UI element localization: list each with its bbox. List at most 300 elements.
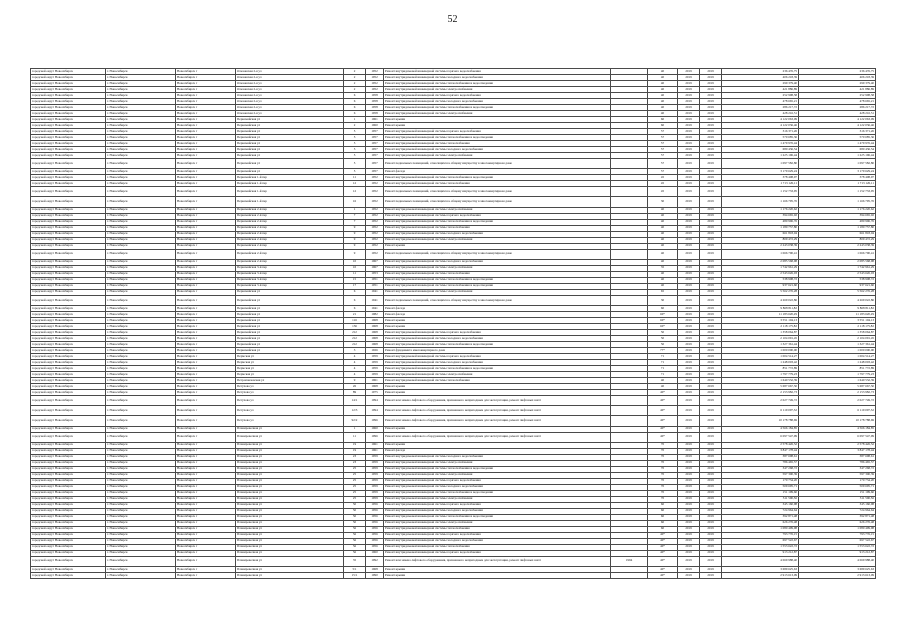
cell-district: Новосибирск г [176,466,236,472]
cell-city: г. Новосибирск [106,153,176,159]
cell-wear-percent: 40 [648,277,678,283]
cell-house-number: 5 [344,169,366,175]
cell-city: г. Новосибирск [106,249,176,259]
cell-extra: 1994 [611,556,648,566]
cell-work-type: Ремонт внутридомовой инженерной системы горячего водоснабжения [384,532,611,538]
cell-district: Новосибирск г [176,277,236,283]
cell-district: Новосибирск г [176,259,236,265]
cell-end-year: 2019 [700,243,722,249]
cell-cost: 1 166 795,76 [722,197,799,207]
cell-street: Планировочная ул [236,566,344,572]
cell-build-year: 1959 [366,484,384,490]
cell-cost: 2 027 749,72 [722,395,799,405]
cell-build-year: 1958 [366,111,384,117]
cell-end-year: 2019 [700,159,722,169]
cell-build-year: 1956 [366,502,384,508]
cell-city: г. Новосибирск [106,237,176,243]
cell-street: Петропавловская ул [236,377,344,383]
cell-city: г. Новосибирск [106,219,176,225]
cell-end-year: 2019 [700,271,722,277]
cell-total: 4 269 022,86 [799,295,876,305]
cell-start-year: 2019 [678,426,700,432]
cell-street: Планировочная ул [236,442,344,448]
cell-wear-percent: 70 [648,466,678,472]
cell-total: 151 199,60 [799,490,876,496]
cell-city: г. Новосибирск [106,460,176,466]
cell-wear-percent: 57 [648,129,678,135]
cell-street: Планировочная ул [236,556,344,566]
cell-build-year: 1959 [366,478,384,484]
cell-cost: 809 472,29 [722,237,799,243]
cell-street: Первомайская 2-й пер [236,207,344,213]
cell-end-year: 2019 [700,225,722,231]
cell-start-year: 2019 [678,460,700,466]
cell-extra [611,416,648,426]
cell-wear-percent: 57 [648,135,678,141]
cell-wear-percent: 40 [648,237,678,243]
cell-cost: 311 590,56 [722,496,799,502]
cell-end-year: 2019 [700,556,722,566]
cell-house-number: 21 [344,311,366,317]
cell-total: 4 566 184,85 [799,426,876,432]
cell-city: г. Новосибирск [106,341,176,347]
cell-work-type: Ремонт внутридомовой инженерной системы горячего водоснабжения [384,213,611,219]
cell-cost: 724 964,64 [722,508,799,514]
cell-total: 1 176 220,62 [799,207,876,213]
cell-district: Новосибирск г [176,496,236,502]
cell-start-year: 2019 [678,213,700,219]
cell-street: Ольховская 2-я ул [236,69,344,75]
cell-wear-percent: 50 [648,335,678,341]
cell-work-type: Ремонт крыши [384,323,611,329]
cell-total: 170 734,20 [799,478,876,484]
cell-street: Планировочная ул [236,514,344,520]
cell-total: 11 183 620,29 [799,311,876,317]
cell-house-number: 50 [344,502,366,508]
cell-build-year: 1968 [366,335,384,341]
cell-city: г. Новосибирск [106,213,176,219]
cell-district: Новосибирск г [176,213,236,219]
cell-total: 1 248 003,42 [799,359,876,365]
cell-start-year: 2019 [678,135,700,141]
cell-build-year: 1952 [366,69,384,75]
cell-total: 680 436,54 [799,147,876,153]
cell-wear-percent: 60 [648,305,678,311]
cell-work-type: Ремонт внутридомовой инженерной системы горячего водоснабжения [384,478,611,484]
cell-end-year: 2019 [700,93,722,99]
cell-district: Новосибирск г [176,225,236,231]
cell-end-year: 2019 [700,472,722,478]
cell-district: Новосибирск г [176,526,236,532]
cell-okrug: городской округ Новосибирск [31,169,106,175]
cell-okrug: городской округ Новосибирск [31,514,106,520]
cell-wear-percent: 45 [648,181,678,187]
cell-start-year: 2019 [678,277,700,283]
cell-city: г. Новосибирск [106,141,176,147]
cell-city: г. Новосибирск [106,432,176,442]
cell-district: Новосибирск г [176,265,236,271]
cell-wear-percent: 70 [648,454,678,460]
cell-start-year: 2019 [678,526,700,532]
table-row [31,295,876,305]
cell-start-year: 2019 [678,520,700,526]
cell-street: Первомайская 1-й пер [236,197,344,207]
cell-start-year: 2019 [678,566,700,572]
cell-start-year: 2019 [678,187,700,197]
cell-district: Новосибирск г [176,383,236,389]
cell-house-number: 2 [344,75,366,81]
cell-wear-percent: 35 [648,265,678,271]
cell-district: Новосибирск г [176,197,236,207]
cell-district: Новосибирск г [176,317,236,323]
cell-cost: 299 379,40 [722,81,799,87]
cell-street: Ольховская 2-я ул [236,75,344,81]
cell-build-year: 1959 [366,371,384,377]
cell-end-year: 2019 [700,389,722,395]
cell-okrug: городской округ Новосибирск [31,335,106,341]
cell-cost: 1 080 499,98 [722,526,799,532]
cell-end-year: 2019 [700,484,722,490]
cell-start-year: 2019 [678,99,700,105]
cell-end-year: 2019 [700,289,722,295]
cell-build-year: 1994 [366,406,384,416]
cell-cost: 286 217,72 [722,105,799,111]
cell-work-type: Ремонт внутридомовой инженерной системы электроснабжения [384,460,611,466]
cell-city: г. Новосибирск [106,123,176,129]
cell-okrug: городской округ Новосибирск [31,311,106,317]
cell-okrug: городской округ Новосибирск [31,207,106,213]
cell-build-year: 1957 [366,147,384,153]
cell-okrug: городской округ Новосибирск [31,323,106,329]
cell-end-year: 2019 [700,572,722,578]
cell-house-number: 5 [344,159,366,169]
cell-wear-percent: 40 [648,377,678,383]
cell-end-year: 2019 [700,341,722,347]
cell-district: Новосибирск г [176,243,236,249]
cell-street: Планировочная ул [236,472,344,478]
cell-cost: 3 847 178,44 [722,448,799,454]
cell-work-type: Ремонт внутридомовой инженерной системы теплоснабжения [384,377,611,383]
table-row [31,249,876,259]
cell-build-year: 1958 [366,105,384,111]
cell-street: Первомайская ул [236,295,344,305]
cell-street: Первомайская ул [236,141,344,147]
cell-city: г. Новосибирск [106,271,176,277]
cell-end-year: 2019 [700,490,722,496]
cell-build-year: 1952 [366,237,384,243]
cell-total: 394 665,02 [799,213,876,219]
cell-work-type: Ремонт внутридомовой инженерной системы теплоснабжения и водоотведения [384,175,611,181]
cell-okrug: городской округ Новосибирск [31,538,106,544]
cell-house-number: 12/3 [344,406,366,416]
cell-district: Новосибирск г [176,371,236,377]
cell-cost: 252 998,58 [722,93,799,99]
cell-street: Первомайская ул [236,169,344,175]
cell-cost: 786 465,57 [722,460,799,466]
cell-build-year: 1952 [366,213,384,219]
cell-city: г. Новосибирск [106,508,176,514]
cell-cost: 6 097 547,99 [722,432,799,442]
cell-start-year: 2019 [678,556,700,566]
cell-cost: 478 665,21 [722,99,799,105]
cell-start-year: 2019 [678,496,700,502]
cell-wear-percent: 60 [648,526,678,532]
cell-house-number: 14/1 [344,395,366,405]
cell-district: Новосибирск г [176,426,236,432]
cell-okrug: городской округ Новосибирск [31,448,106,454]
cell-start-year: 2019 [678,365,700,371]
cell-okrug: городской округ Новосибирск [31,75,106,81]
cell-wear-percent: 40* [648,550,678,556]
cell-work-type: Ремонт внутридомовой инженерной системы теплоснабжения [384,181,611,187]
cell-work-type: Ремонт внутридомовой инженерной системы холодного водоснабжения [384,484,611,490]
cell-district: Новосибирск г [176,556,236,566]
cell-district: Новосибирск г [176,550,236,556]
table-row [31,406,876,416]
cell-okrug: городской округ Новосибирск [31,231,106,237]
cell-city: г. Новосибирск [106,538,176,544]
cell-total: 3 551 104,13 [799,317,876,323]
cell-end-year: 2019 [700,135,722,141]
cell-city: г. Новосибирск [106,87,176,93]
cell-build-year: 1957 [366,141,384,147]
cell-total: 387 698,61 [799,454,876,460]
cell-house-number: 12 [344,187,366,197]
cell-house-number: 19 [344,448,366,454]
cell-extra [611,187,648,197]
cell-cost: 4 566 184,85 [722,426,799,432]
cell-city: г. Новосибирск [106,395,176,405]
cell-wear-percent: 57 [648,141,678,147]
cell-end-year: 2019 [700,442,722,448]
cell-district: Новосибирск г [176,93,236,99]
cell-wear-percent: 40* [648,572,678,578]
cell-wear-percent: 40 [648,93,678,99]
cell-total: 345 160,98 [799,502,876,508]
cell-house-number: 212 [344,335,366,341]
cell-house-number: 7 [344,213,366,219]
cell-total: 421 886,89 [799,87,876,93]
cell-end-year: 2019 [700,377,722,383]
cell-cost: 913 212,87 [722,550,799,556]
cell-start-year: 2019 [678,123,700,129]
cell-build-year: 1951 [366,277,384,283]
cell-city: г. Новосибирск [106,147,176,153]
cell-okrug: городской округ Новосибирск [31,466,106,472]
cell-okrug: городской округ Новосибирск [31,123,106,129]
cell-build-year: 1952 [366,219,384,225]
cell-wear-percent: 40* [648,532,678,538]
cell-district: Новосибирск г [176,75,236,81]
cell-start-year: 2019 [678,159,700,169]
cell-okrug: городской округ Новосибирск [31,389,106,395]
cell-house-number: 25 [344,484,366,490]
cell-district: Новосибирск г [176,572,236,578]
cell-street: Планировочная ул [236,490,344,496]
cell-house-number: 9 [344,231,366,237]
cell-district: Новосибирск г [176,249,236,259]
cell-okrug: городской округ Новосибирск [31,556,106,566]
cell-cost: 1 000 000,00 [722,347,799,353]
cell-total: 538 908,72 [799,277,876,283]
cell-start-year: 2019 [678,389,700,395]
cell-build-year: 1959 [366,490,384,496]
cell-wear-percent: 40 [648,81,678,87]
cell-house-number: 15/1 [344,572,366,578]
cell-work-type: Ремонт внутридомовой инженерной системы теплоснабжения и водоотведения [384,490,611,496]
cell-wear-percent: 40* [648,395,678,405]
cell-house-number: 25 [344,472,366,478]
table-row [31,159,876,169]
cell-house-number: 11 [344,175,366,181]
cell-build-year: 1967 [366,259,384,265]
cell-total: 1 004 514,27 [799,353,876,359]
cell-wear-percent: 30 [648,197,678,207]
cell-total: 347 268,72 [799,466,876,472]
cell-district: Новосибирск г [176,335,236,341]
cell-okrug: городской округ Новосибирск [31,69,106,75]
cell-house-number: 9 [344,249,366,259]
cell-end-year: 2019 [700,365,722,371]
cell-wear-percent: 40* [648,406,678,416]
cell-build-year: 1952 [366,75,384,81]
cell-okrug: городской округ Новосибирск [31,317,106,323]
cell-house-number: 26 [344,383,366,389]
cell-house-number: 2 [344,69,366,75]
cell-wear-percent: 40 [648,243,678,249]
cell-work-type: Ремонт или замена лифтового оборудования, признанного непригодным для эксплуатации, ремонт лифтовых шахт [384,556,611,566]
cell-start-year: 2019 [678,472,700,478]
cell-house-number: 25 [344,496,366,502]
cell-start-year: 2019 [678,538,700,544]
cell-street: Первомайская ул [236,335,344,341]
cell-street: Планировочная ул [236,460,344,466]
cell-district: Новосибирск г [176,135,236,141]
cell-cost: 937 621,60 [722,283,799,289]
cell-work-type: Ремонт внутридомовой инженерной системы горячего водоснабжения [384,93,611,99]
cell-end-year: 2019 [700,123,722,129]
cell-street: Первомайская ул [236,129,344,135]
cell-work-type: Ремонт внутридомовой инженерной системы теплоснабжения и водоотведения [384,277,611,283]
cell-build-year: 1959 [366,460,384,466]
cell-build-year: 1957 [366,135,384,141]
cell-street: Планировочная ул [236,526,344,532]
cell-district: Новосибирск г [176,389,236,395]
cell-wear-percent: 70 [648,448,678,454]
cell-wear-percent: 70 [648,472,678,478]
cell-total: 1 166 795,76 [799,197,876,207]
cell-end-year: 2019 [700,432,722,442]
cell-city: г. Новосибирск [106,377,176,383]
cell-cost: 10 178 788,69 [722,416,799,426]
cell-city: г. Новосибирск [106,265,176,271]
cell-work-type: Ремонт внутридомовой инженерной системы горячего водоснабжения [384,329,611,335]
cell-city: г. Новосибирск [106,359,176,365]
cell-cost: 5 687 667,50 [722,383,799,389]
cell-cost: 538 908,72 [722,277,799,283]
cell-city: г. Новосибирск [106,383,176,389]
cell-street: Петухова ул [236,389,344,395]
cell-wear-percent: 30 [648,295,678,305]
cell-okrug: городской округ Новосибирск [31,175,106,181]
cell-work-type: Ремонт крыши [384,572,611,578]
cell-start-year: 2019 [678,532,700,538]
cell-street: Первомайская 2-й пер [236,249,344,259]
cell-end-year: 2019 [700,117,722,123]
cell-extra [611,197,648,207]
cell-total: 851 772,89 [799,365,876,371]
cell-total: 724 964,64 [799,508,876,514]
cell-cost: 9 868 811,82 [722,305,799,311]
cell-street: Первомайская 2-й пер [236,225,344,231]
cell-street: Первомайская 1-й пер [236,175,344,181]
cell-district: Новосибирск г [176,323,236,329]
cell-street: Петухова ул [236,406,344,416]
cell-cost: 2 118 175,82 [722,323,799,329]
cell-street: Первомайская 2-й пер [236,213,344,219]
cell-end-year: 2019 [700,207,722,213]
cell-okrug: городской округ Новосибирск [31,259,106,265]
cell-okrug: городской округ Новосибирск [31,237,106,243]
cell-wear-percent: 40 [648,69,678,75]
cell-start-year: 2019 [678,484,700,490]
cell-district: Новосибирск г [176,341,236,347]
cell-work-type: Ремонт подвальных помещений, относящихся к общему имуществу в многоквартирном доме [384,295,611,305]
cell-end-year: 2019 [700,99,722,105]
cell-end-year: 2019 [700,175,722,181]
cell-start-year: 2019 [678,259,700,265]
cell-end-year: 2019 [700,141,722,147]
cell-street: Петухова ул [236,383,344,389]
cell-start-year: 2019 [678,478,700,484]
cell-total: 1 553 622,72 [799,544,876,550]
cell-total: 937 621,60 [799,283,876,289]
cell-build-year: 1956 [366,544,384,550]
cell-start-year: 2019 [678,377,700,383]
cell-okrug: городской округ Новосибирск [31,181,106,187]
cell-cost: 4 122 063,09 [722,117,799,123]
cell-district: Новосибирск г [176,377,236,383]
cell-house-number: 9 [344,243,366,249]
cell-city: г. Новосибирск [106,329,176,335]
cell-total: 5 687 667,50 [799,383,876,389]
cell-work-type: Ремонт внутридомовой инженерной системы теплоснабжения [384,225,611,231]
cell-wear-percent: 70 [648,478,678,484]
cell-work-type: Ремонт внутридомовой инженерной системы электроснабжения [384,265,611,271]
cell-total: 478 665,21 [799,99,876,105]
cell-house-number: 6 [344,295,366,305]
cell-okrug: городской округ Новосибирск [31,383,106,389]
cell-district: Новосибирск г [176,353,236,359]
cell-build-year: 1968 [366,317,384,323]
cell-work-type: Ремонт крыши [384,442,611,448]
cell-city: г. Новосибирск [106,75,176,81]
cell-wear-percent: 40* [648,566,678,572]
cell-street: Первомайская ул [236,117,344,123]
cell-okrug: городской округ Новосибирск [31,117,106,123]
cell-cost: 387 698,61 [722,454,799,460]
cell-wear-percent: 40 [648,259,678,265]
cell-build-year: 1951 [366,283,384,289]
cell-start-year: 2019 [678,237,700,243]
cell-total: 299 379,40 [799,81,876,87]
cell-district: Новосибирск г [176,271,236,277]
cell-cost: 509 695,71 [722,484,799,490]
cell-total: 2 243 038,39 [799,243,876,249]
cell-extra [611,572,648,578]
cell-work-type: Ремонт внутридомовой инженерной системы электроснабжения [384,496,611,502]
cell-city: г. Новосибирск [106,111,176,117]
